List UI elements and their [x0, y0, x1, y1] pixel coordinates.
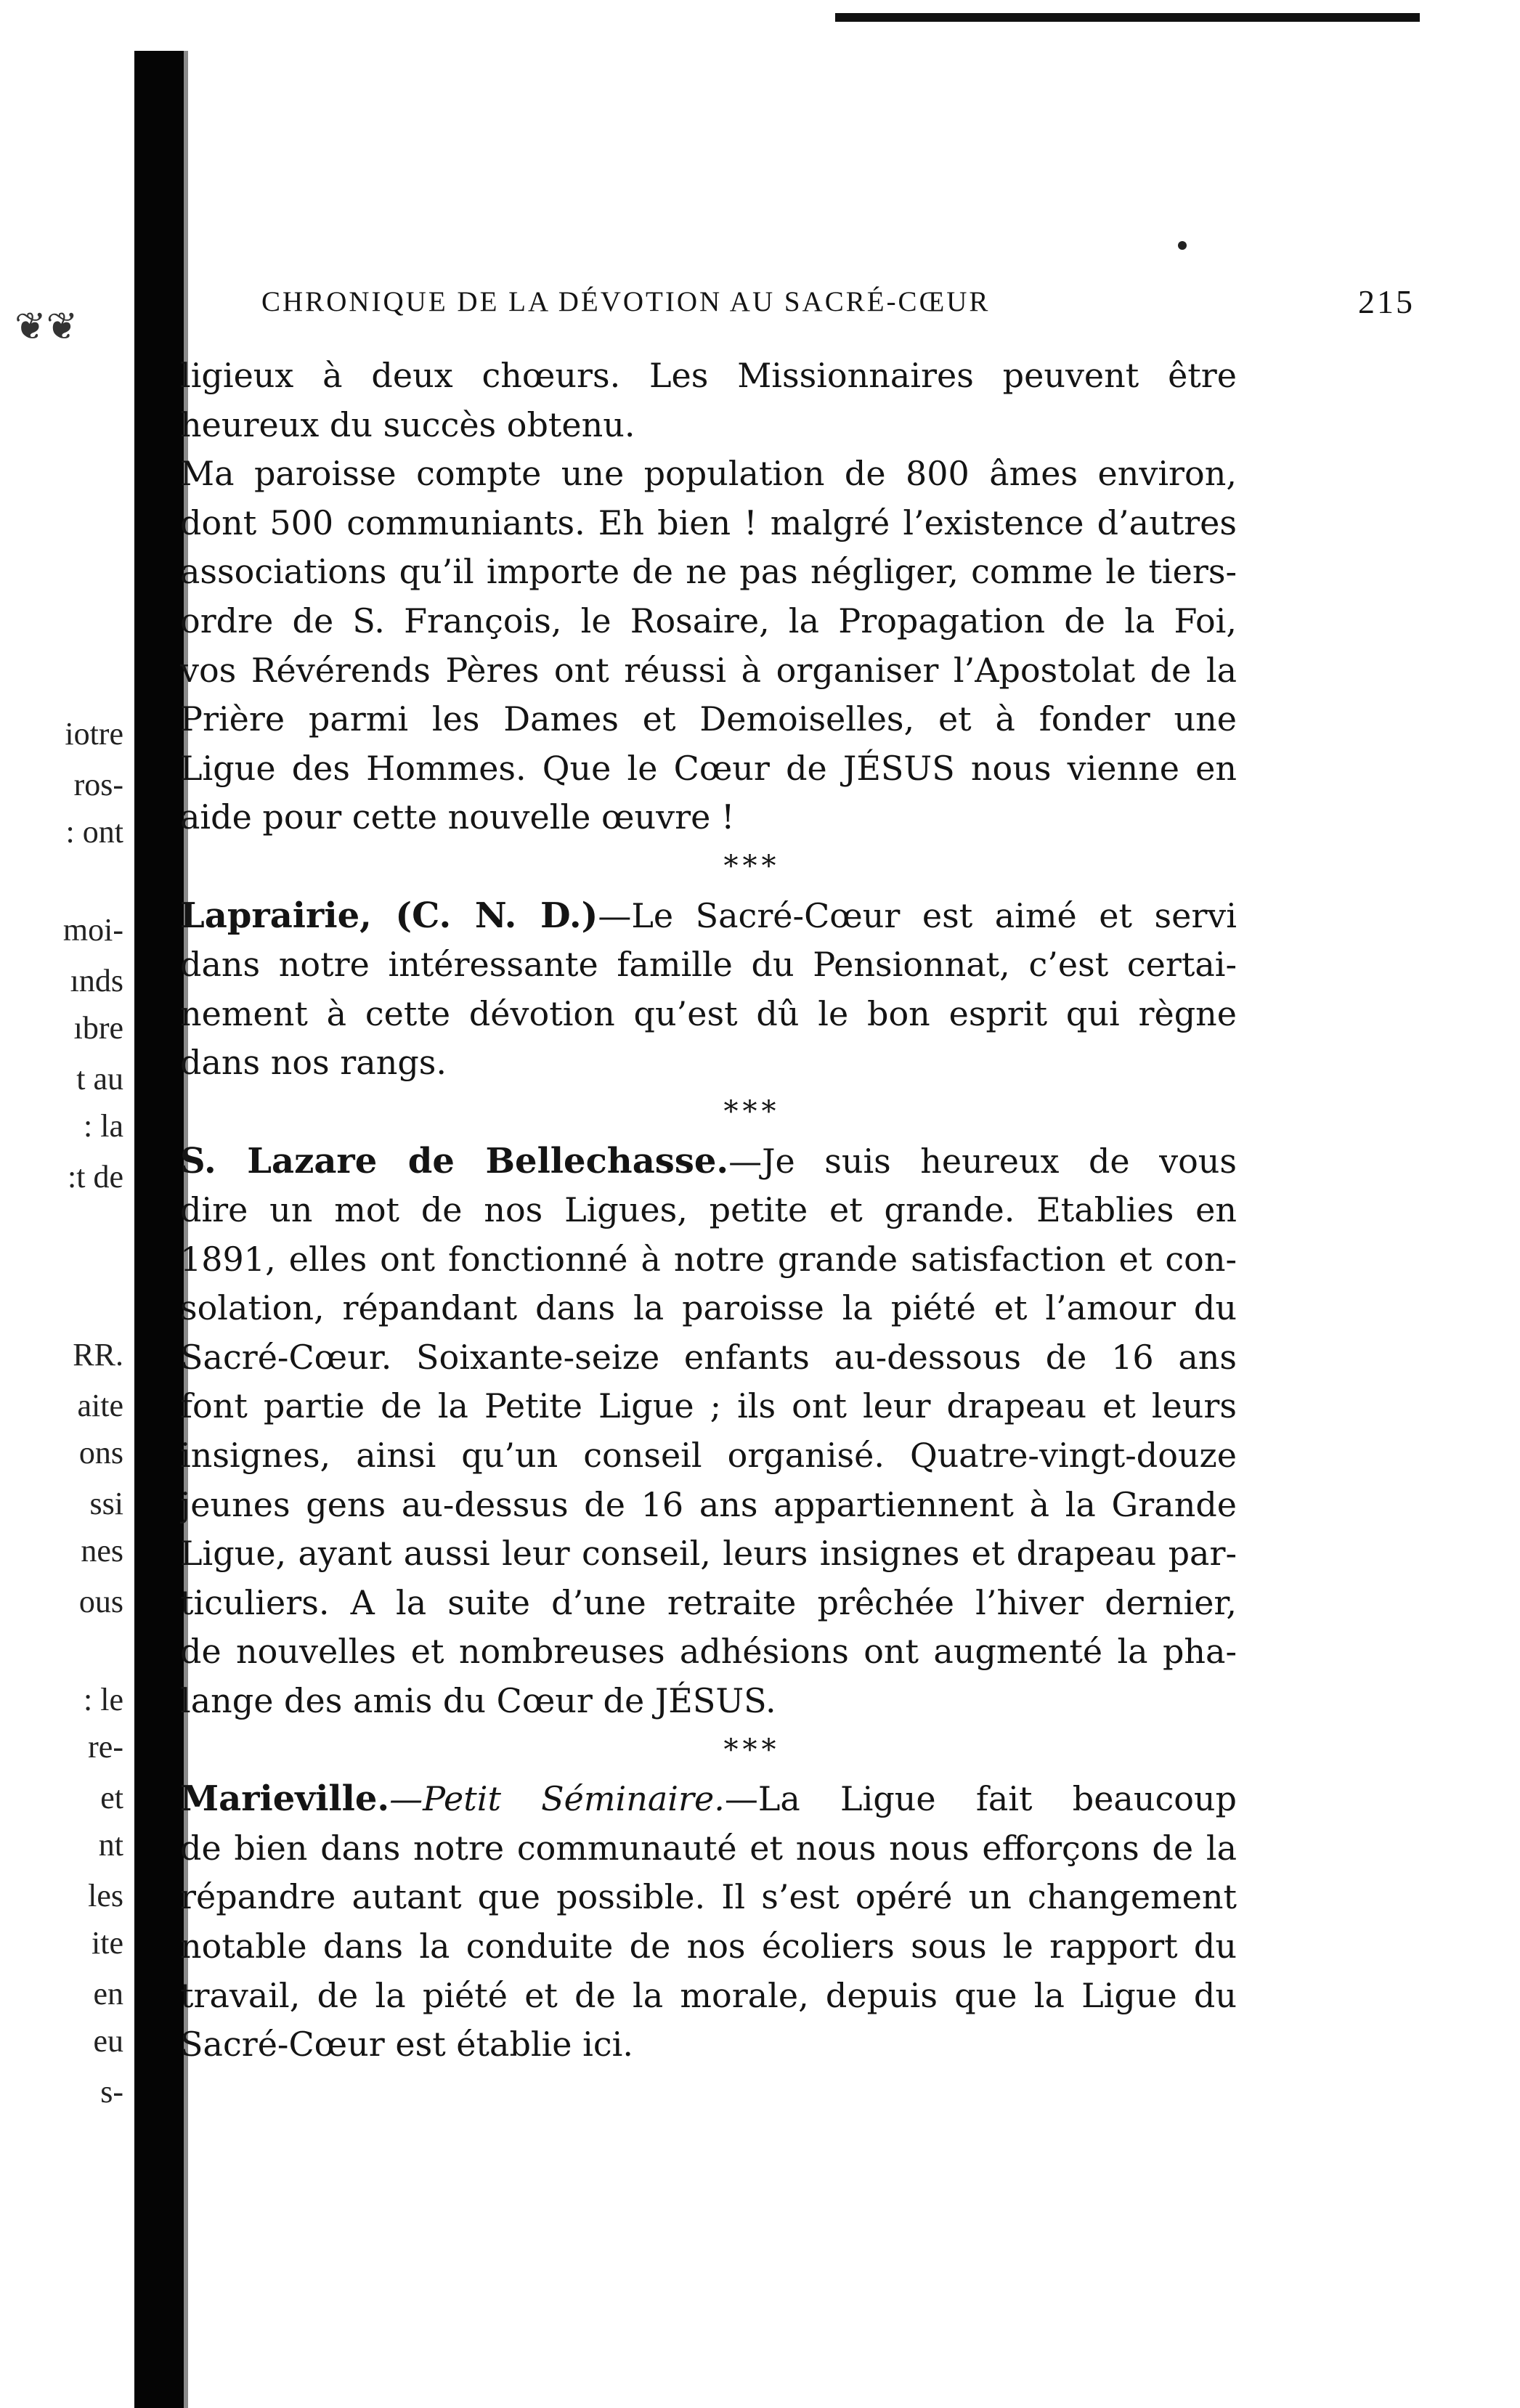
section-heading: S. Lazare de Bellechasse.: [180, 1140, 729, 1181]
text-line: dans notre intéressante famille du Pensionnat, c’est certai-: [180, 945, 1237, 985]
bleed-fragment: ous: [78, 1584, 123, 1619]
section-separator: ***: [723, 1094, 781, 1128]
text-line: aide pour cette nouvelle œuvre !: [180, 797, 735, 837]
bleed-fragment: re-: [88, 1729, 123, 1765]
text-line: Prière parmi les Dames et Demoiselles, et à fonder une: [180, 699, 1237, 739]
heading-line-rest: —Le Sacré-Cœur est aimé et servi: [598, 895, 1237, 935]
text-line: lange des amis du Cœur de JÉSUS.: [180, 1681, 776, 1721]
bleed-fragment: ros-: [73, 767, 123, 802]
text-line: 1891, elles ont fonctionné à notre grande satisfaction et con-: [180, 1239, 1237, 1279]
bleed-fragment: ınds: [70, 963, 123, 998]
text-line: de nouvelles et nombreuses adhésions ont augmenté la pha-: [180, 1632, 1237, 1672]
top-scan-rule-thin: [835, 17, 1271, 20]
section-heading: Marieville.: [180, 1778, 390, 1820]
bleed-fragment: : la: [84, 1108, 123, 1144]
section-subheading: —Petit Séminaire.: [389, 1779, 725, 1819]
section-bellechasse: [180, 1137, 1237, 1726]
bleed-fragment: en: [93, 1976, 123, 2012]
bleed-fragment: RR.: [73, 1337, 123, 1372]
bleed-fragment: eu: [93, 2023, 123, 2059]
text-line: nement à cette dévotion qu’est dû le bon esprit qui règne: [180, 993, 1237, 1033]
bleed-fragment: ons: [78, 1435, 123, 1471]
heading-line-rest: —La Ligue fait beaucoup: [724, 1779, 1237, 1819]
running-head: [261, 285, 1520, 329]
text-line: dans nos rangs.: [180, 1043, 447, 1083]
text-line: associations qu’il importe de ne pas négliger, comme le tiers-: [180, 552, 1237, 592]
bleed-fragment: :t de: [68, 1159, 123, 1195]
body-text: [180, 351, 1237, 2070]
text-line: de bien dans notre communauté et nous nous efforçons de la: [180, 1828, 1237, 1868]
text-line: insignes, ainsi qu’un conseil organisé. Quatre-vingt-douze: [180, 1436, 1237, 1476]
bleed-fragment: les: [88, 1878, 123, 1913]
text-line: Ligue des Hommes. Que le Cœur de JÉSUS nous vienne en: [180, 748, 1237, 788]
scan-dot: [1178, 241, 1187, 250]
text-line: répandre autant que possible. Il s’est opéré un changement: [180, 1877, 1237, 1917]
section-separator: ***: [723, 1733, 781, 1767]
bleed-fragment: : le: [84, 1682, 123, 1717]
text-line: notable dans la conduite de nos écoliers sous le rapport du: [180, 1927, 1237, 1966]
heading-line-rest: —Je suis heureux de vous: [728, 1141, 1237, 1181]
text-line: solation, répandant dans la paroisse la piété et l’amour du: [180, 1288, 1237, 1328]
section-marieville: [180, 1775, 1237, 2070]
bleed-fragment: ite: [92, 1925, 123, 1961]
paragraph-continuation: [180, 351, 1237, 450]
book-gutter-shadow: [134, 51, 184, 2408]
bleed-fragment: nt: [98, 1827, 123, 1863]
text-line: ticuliers. A la suite d’une retraite prêchée l’hiver dernier,: [180, 1582, 1237, 1622]
text-line: dire un mot de nos Ligues, petite et grande. Etablies en: [180, 1190, 1237, 1230]
bleed-fragment: moi-: [62, 912, 123, 948]
bleed-fragment: t au: [76, 1061, 123, 1097]
paragraph-parish: [180, 450, 1237, 842]
gutter-ornament-icon: ❦❦: [15, 305, 78, 349]
text-line: [180, 1137, 1237, 1187]
text-line: travail, de la piété et de la morale, depuis que la Ligue du: [180, 1975, 1237, 2015]
text-line: Ligue, ayant aussi leur conseil, leurs insignes et drapeau par-: [180, 1534, 1237, 1574]
text-line: ligieux à deux chœurs. Les Missionnaires peuvent être: [180, 356, 1237, 395]
text-line: Sacré-Cœur est établie ici.: [180, 2025, 633, 2065]
text-line: [180, 892, 1237, 941]
bleed-fragment: iotre: [65, 716, 123, 752]
running-head-title: CHRONIQUE DE LA DÉVOTION AU SACRÉ-CŒUR: [261, 286, 991, 317]
bleed-fragment: nes: [81, 1533, 123, 1569]
text-line: [180, 1775, 1237, 1824]
bleed-fragment: : ont: [65, 814, 123, 850]
text-line: font partie de la Petite Ligue ; ils ont leur drapeau et leurs: [180, 1386, 1237, 1426]
bleed-fragment: ıbre: [73, 1010, 123, 1046]
section-laprairie: [180, 892, 1237, 1088]
bleed-fragment: et: [100, 1780, 123, 1815]
section-separator: ***: [723, 849, 781, 883]
bleed-fragment: s-: [100, 2074, 123, 2110]
bleed-fragment: ssi: [89, 1486, 123, 1521]
text-line: dont 500 communiants. Eh bien ! malgré l’existence d’autres: [180, 503, 1237, 542]
text-line: vos Révérends Pères ont réussi à organiser l’Apostolat de la: [180, 650, 1237, 690]
text-line: Sacré-Cœur. Soixante-seize enfants au-dessous de 16 ans: [180, 1337, 1237, 1377]
text-line: ordre de S. François, le Rosaire, la Propagation de la Foi,: [180, 601, 1237, 640]
bleed-fragment: aite: [77, 1388, 123, 1423]
text-line: jeunes gens au-dessus de 16 ans appartiennent à la Grande: [180, 1484, 1237, 1524]
text-line: heureux du succès obtenu.: [180, 404, 635, 444]
page-number: 215: [1358, 283, 1415, 320]
section-heading: Laprairie, (C. N. D.): [180, 895, 598, 936]
text-line: Ma paroisse compte une population de 800 âmes environ,: [180, 454, 1237, 494]
